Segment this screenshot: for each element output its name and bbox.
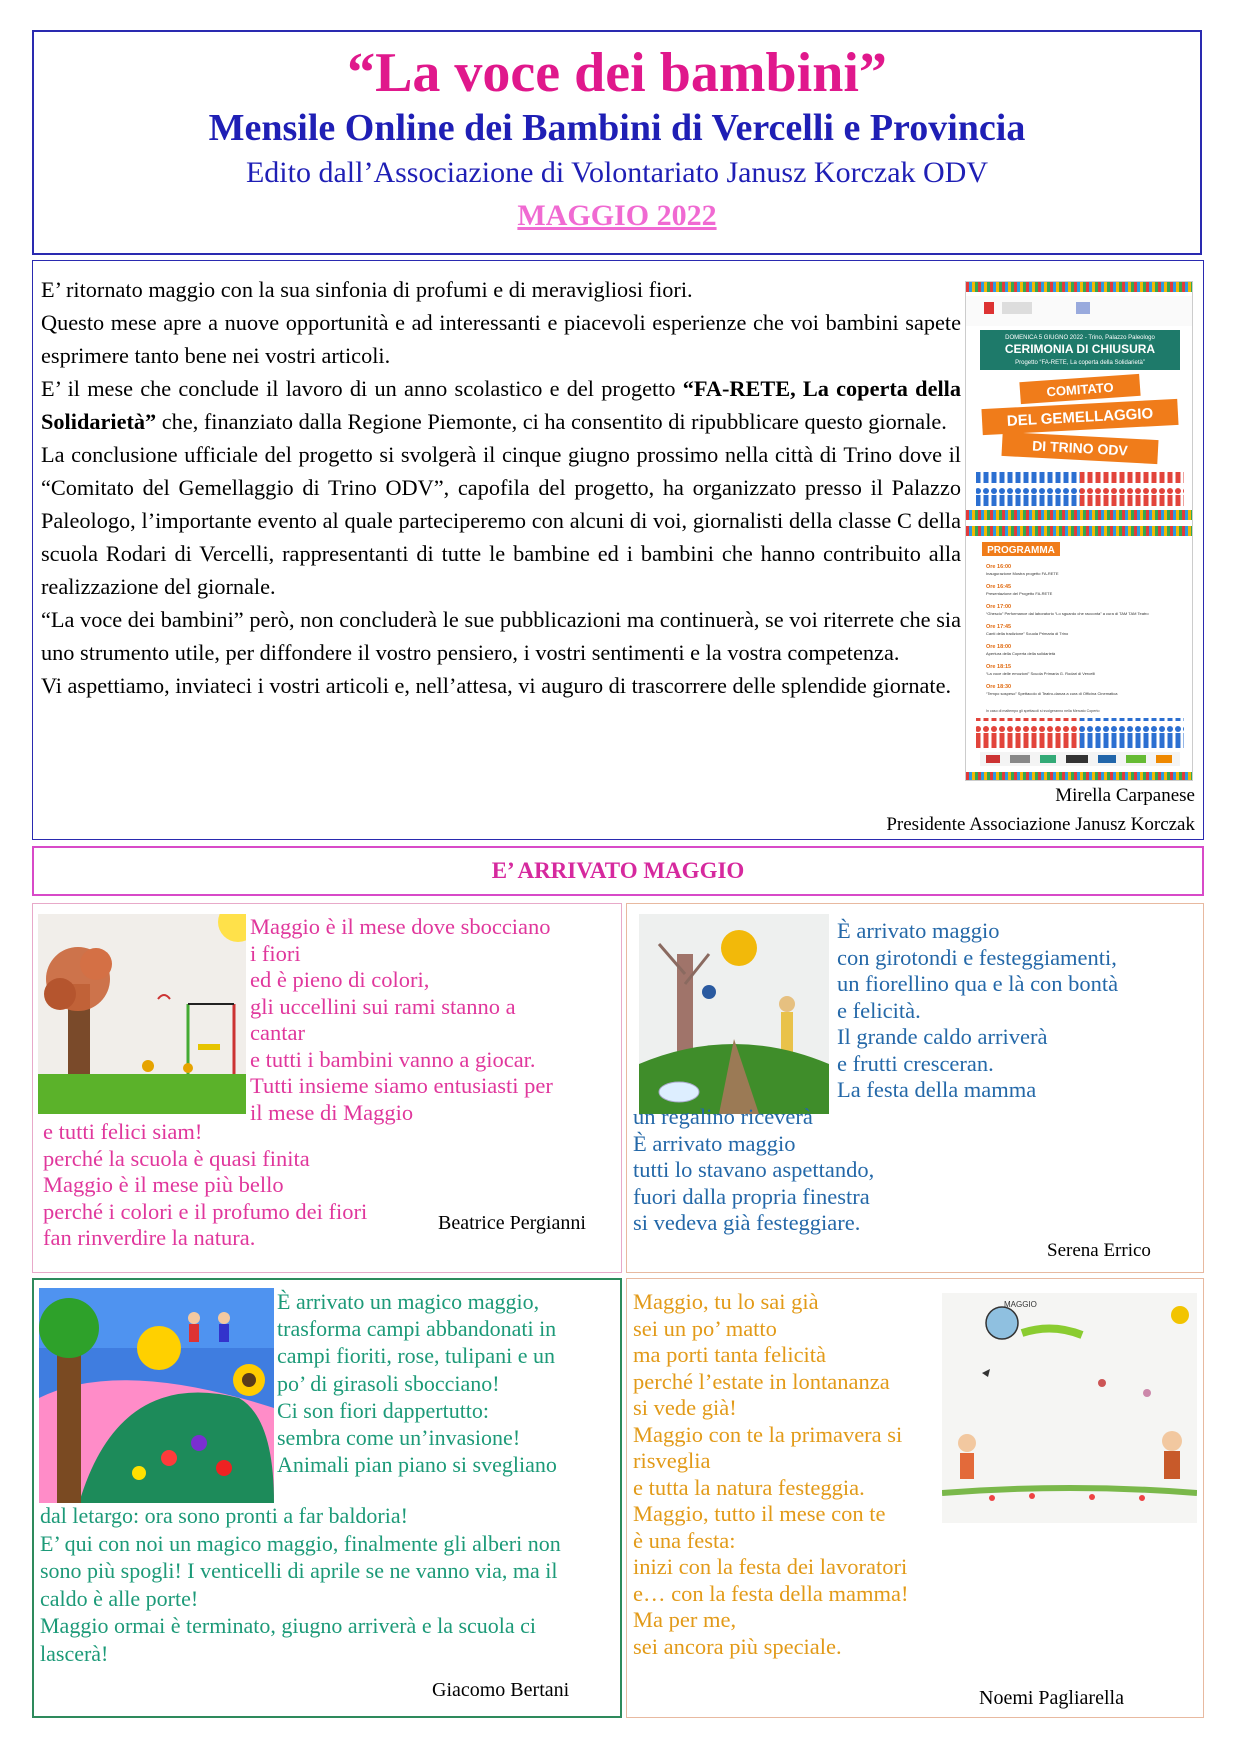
poem-text-top: Maggio è il mese dove sbocciano i fiori ed è pieno di colori, gli uccellini sui rami stanno a cantar e tutti i bambini vanno a giocar. Tutti insieme siamo entusiasti per il mese di Maggio (250, 914, 553, 1125)
poem-text-bottom: un regalino riceverà È arrivato maggio tutti lo stavano aspettando, fuori dalla propria finestra si vedeva già festeggiare. (633, 1104, 875, 1235)
child-drawing-may-banner (942, 1293, 1197, 1523)
schedule-time: Ore 17:00 (986, 604, 1012, 610)
poem-text-bottom: e tutti felici siam! perché la scuola è quasi finita Maggio è il mese più bello perché i colori e il profumo dei fiori fan rinverdire la natura. (43, 1119, 368, 1250)
poster-org-2: DEL GEMELLAGGIO (1006, 405, 1154, 430)
poem-text-top: È arrivato un magico maggio, trasforma campi abbandonati in campi fioriti, rose, tulipani e un po’ di girasoli sbocciano! Ci son fiori dappertutto: sembra come un’invasione! Animali pian piano si svegliano (277, 1289, 557, 1478)
poster-org-3: DI TRINO ODV (1031, 437, 1129, 459)
editorial-box (32, 260, 1204, 840)
newspaper-subtitle: Mensile Online dei Bambini di Vercelli e Provincia (208, 107, 1026, 149)
poem-author: Serena Errico (1047, 1240, 1151, 1261)
signature-name: Mirella Carpanese (1055, 785, 1195, 806)
poem-box-beatrice (32, 903, 622, 1273)
issue-date: MAGGIO 2022 (517, 199, 717, 232)
editorial-paragraph: Questo mese apre a nuove opportunità e ad interessanti e piacevoli esperienze che voi bambini sapete esprimere tanto bene nei vostri articoli. (41, 310, 961, 368)
schedule-item: “Tempo sospeso” Spettacolo di Teatro-danza a cura di Officina Cinematica (986, 691, 1118, 696)
poem-box-noemi (626, 1278, 1204, 1718)
schedule-item: Presentazione del Progetto FA-RETE (986, 591, 1053, 596)
poster-programma: PROGRAMMA (987, 545, 1055, 556)
schedule-item: “Ghescio” Performance dal laboratorio “Lo sguardo che racconta” a cura di TAM TAM Teatro (986, 611, 1149, 616)
schedule-item: Inaugurazione Mostra progetto FA-RETE (986, 571, 1059, 576)
editorial-paragraph: E’ ritornato maggio con la sua sinfonia di profumi e di meravigliosi fiori. (41, 277, 693, 302)
editorial-paragraph: La conclusione ufficiale del progetto si svolgerà il cinque giugno prossimo nella città di Trino dove il “Comitato del Gemellaggio di Trino ODV”, capofila del progetto, ha organizzato presso il Palazzo Paleologo, l’importante evento al quale parteciperemo con alcuni di voi, giornalisti della classe C della scuola Rodari di Vercelli, rappresentanti di tutte le bambine ed i bambini che hanno contribuito alla realizzazione del giornale. (41, 442, 961, 599)
poem-box-giacomo (32, 1278, 622, 1718)
schedule-time: Ore 16:45 (986, 584, 1012, 590)
poster-org-1: COMITATO (1046, 379, 1115, 400)
schedule-item: Canti della tradizione” Scuola Primaria di Trino (986, 631, 1069, 636)
schedule-time: Ore 18:30 (986, 684, 1012, 690)
child-drawing-tree-swing (38, 914, 246, 1114)
child-drawing-sun-girl (639, 914, 829, 1114)
poster-event: CERIMONIA DI CHIUSURA (1004, 342, 1156, 356)
schedule-item: Apertura della Coperta della solidarietà (986, 651, 1056, 656)
schedule-time: Ore 18:15 (986, 664, 1012, 670)
section-title: E’ ARRIVATO MAGGIO (32, 846, 1204, 896)
poem-author: Noemi Pagliarella (979, 1687, 1124, 1709)
schedule-time: Ore 16:00 (986, 564, 1012, 570)
schedule-time: Ore 17:45 (986, 624, 1012, 630)
editorial-signature (886, 781, 1195, 839)
poem-text: Maggio, tu lo sai già sei un po’ matto ma porti tanta felicità perché l’estate in lontananza si vede già! Maggio con te la primavera si risveglia e tutta la natura festeggia. Maggio, tutto il mese con te è una festa: inizi con la festa dei lavoratori e… con la festa della mamma! Ma per me, sei ancora più speciale. (633, 1289, 909, 1659)
poem-text-top: È arrivato maggio con girotondi e festeggiamenti, un fiorellino qua e là con bontà e felicità. Il grande caldo arriverà e frutti cresceran. La festa della mamma (837, 918, 1119, 1102)
editorial-paragraph: Vi aspettiamo, inviateci i vostri articoli e, nell’attesa, vi auguro di trascorrere delle splendide giornate. (41, 673, 952, 698)
event-poster (965, 281, 1193, 781)
poem-author: Giacomo Bertani (432, 1679, 570, 1701)
child-drawing-magic-may (39, 1288, 274, 1503)
schedule-time: Ore 18:00 (986, 644, 1012, 650)
poster-date: DOMENICA 5 GIUGNO 2022 - Trino, Palazzo Paleologo (1005, 335, 1155, 341)
editorial-paragraph: E’ il mese che conclude il lavoro di un anno scolastico e del progetto “FA-RETE, La coperta della Solidarietà” che, finanziato dalla Regione Piemonte, ci ha consentito di ripubblicare questo giornale. (41, 376, 961, 434)
poster-footnote: In caso di maltempo gli spettacoli si svolgeranno nella Mercato Coperto (986, 709, 1100, 713)
poem-box-serena (626, 903, 1204, 1273)
signature-role: Presidente Associazione Janusz Korczak (886, 814, 1195, 835)
poem-author: Beatrice Pergianni (438, 1212, 586, 1234)
project-name: “FA-RETE, La coperta della Solidarietà” (41, 376, 961, 434)
editorial-paragraph: “La voce dei bambini” però, non concluderà le sue pubblicazioni ma continuerà, se voi riterrete che sia uno strumento utile, per diffondere il vostro pensiero, i vostri sentimenti e la vostra competenza. (41, 607, 961, 665)
newspaper-title: “La voce dei bambini” (347, 42, 887, 104)
schedule-item: “La voce delle emozioni” Scuola Primaria G. Rodari di Vercelli (986, 671, 1096, 676)
masthead (32, 30, 1202, 255)
drawing-label: MAGGIO (1004, 1300, 1037, 1309)
editorial-text (41, 273, 961, 702)
publisher-line: Edito dall’Associazione di Volontariato Janusz Korczak ODV (245, 156, 989, 189)
poem-text-bottom: dal letargo: ora sono pronti a far baldoria! E’ qui con noi un magico maggio, finalmente gli alberi non sono più spogli! I venticelli di aprile se ne vanno via, ma il caldo è alle porte! Maggio ormai è terminato, giugno arriverà e la scuola ci lascerà! (40, 1503, 561, 1666)
poster-graphic (966, 282, 1193, 781)
poster-project: Progetto “FA-RETE, La coperta della Solidarietà” (1015, 360, 1145, 366)
